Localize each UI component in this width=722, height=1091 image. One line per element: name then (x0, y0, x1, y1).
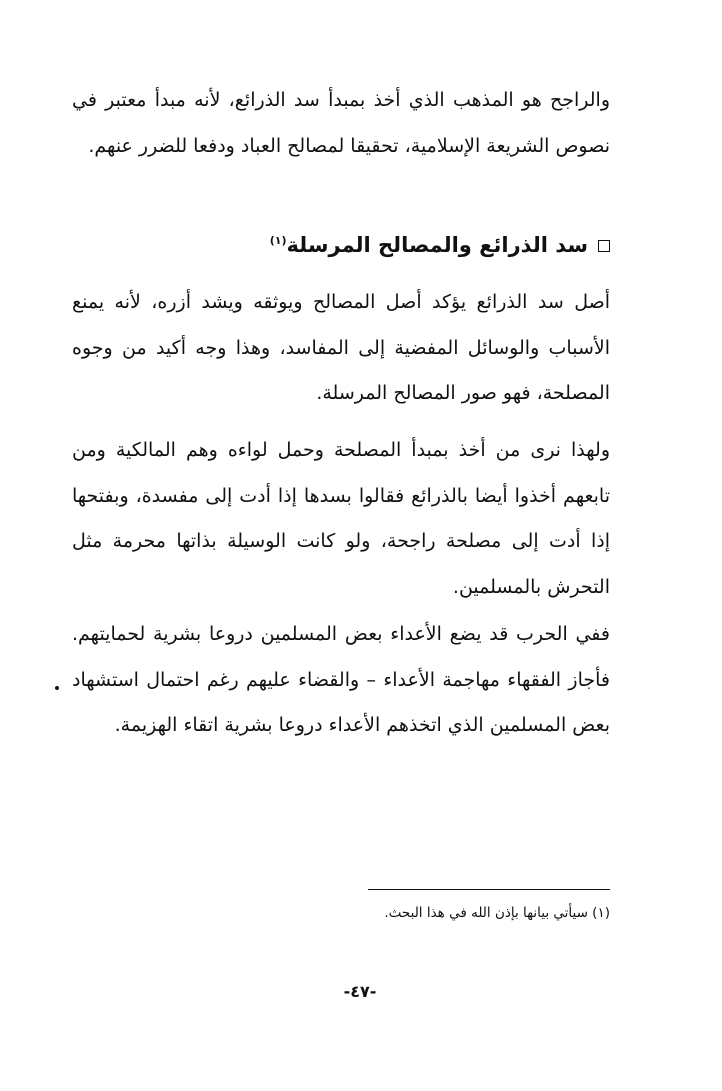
footnote-divider (368, 889, 610, 890)
footnote-reference: (١) (269, 234, 287, 247)
paragraph-1: والراجح هو المذهب الذي أخذ بمبدأ سد الذرائع، لأنه مبدأ معتبر في نصوص الشريعة الإسلامية، تحقيقا لمصالح العباد ودفعا للضرر عنهم. (72, 89, 610, 157)
paragraph-2: أصل سد الذرائع يؤكد أصل المصالح ويوثقه ويشد أزره، لأنه يمنع الأسباب والوسائل المفضية إلى المفاسد، وهذا وجه أكيد من وجوه المصلحة، فهو صور المصالح المرسلة. (72, 291, 610, 404)
stray-dot (55, 686, 59, 690)
heading-text: سد الذرائع والمصالح المرسلة (286, 233, 588, 257)
paragraph-3: ولهذا نرى من أخذ بمبدأ المصلحة وحمل لواءه وهم المالكية ومن تابعهم أخذوا أيضا بالذرائع فقالوا بسدها إذا أدت إلى مفسدة، وبفتحها إذا أدت إلى مصلحة راجحة، ولو كانت الوسيلة بذاتها محرمة مثل التحرش بالمسلمين. (72, 439, 610, 598)
page-number: -٤٧- (343, 982, 377, 1001)
footnote: (١) سيأتي بيانها بإذن الله في هذا البحث. (384, 905, 610, 921)
section-heading (270, 224, 610, 262)
square-bullet-icon (598, 240, 610, 252)
paragraph-4: ففي الحرب قد يضع الأعداء بعض المسلمين دروعا بشرية لحمايتهم. فأجاز الفقهاء مهاجمة الأعداء – والقضاء عليهم رغم احتمال استشهاد بعض المسلمين الذي اتخذهم الأعداء دروعا بشرية اتقاء الهزيمة. (72, 623, 610, 736)
